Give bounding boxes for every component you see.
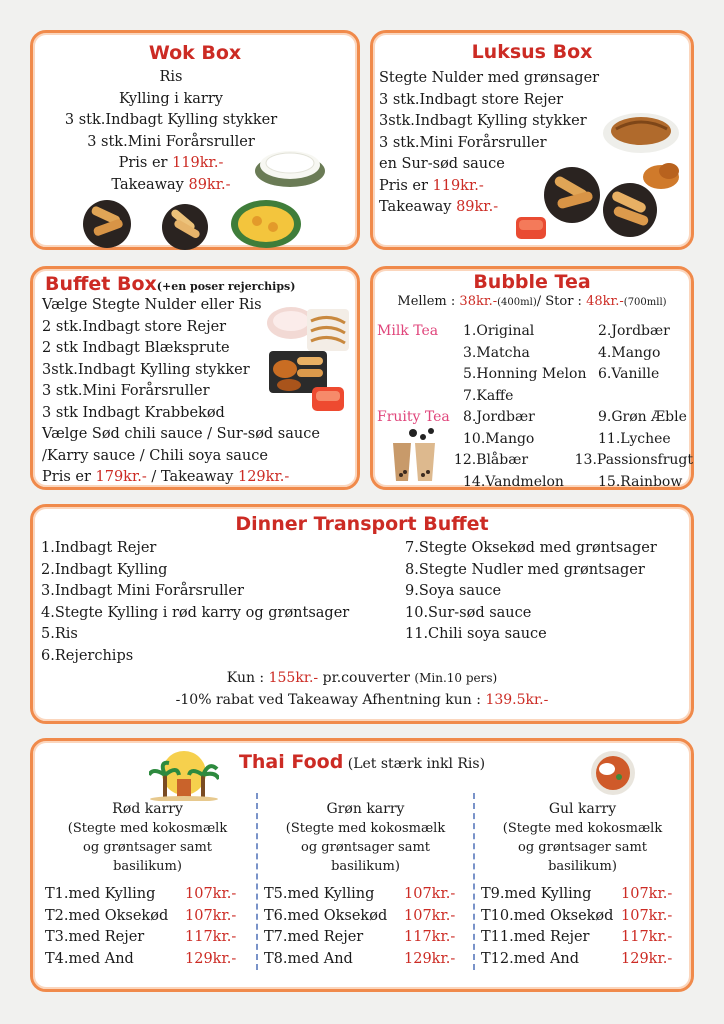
dinner-buffet-card <box>30 504 694 724</box>
rice-bowl-image <box>253 141 327 189</box>
dinner-price-line: Kun : 155kr.- pr.couverter (Min.10 pers) <box>226 670 498 686</box>
luksus-line-4: 3 stk.Mini Forårsruller <box>379 134 547 151</box>
buffet-line-1: Vælge Stegte Nulder eller Ris <box>42 297 262 313</box>
wok-box-card <box>30 30 360 250</box>
buffet-line-2: 2 stk.Indbagt store Rejer <box>42 318 227 335</box>
thai-item-row: T8.med And 129kr.- <box>264 950 456 967</box>
thai-item-row: T7.med Rejer 117kr.- <box>264 929 456 945</box>
luksus-line-2: 3 stk.Indbagt store Rejer <box>379 91 564 108</box>
tea-item: 7.Kaffe <box>463 387 514 404</box>
spring-rolls-image-2 <box>157 203 213 251</box>
luksus-box-title: Luksus Box <box>471 41 593 63</box>
buffet-line-5: 3 stk.Mini Forårsruller <box>42 383 210 399</box>
thai-column-red <box>39 793 256 970</box>
dinner-item: 8.Stegte Nudler med grøntsager <box>405 561 645 578</box>
thai-column-green <box>256 793 473 970</box>
thai-desc-line: basilikum) <box>548 859 617 874</box>
thai-desc-line: (Stegte med kokosmælk <box>502 821 663 836</box>
buffet-line-3: 2 stk Indbagt Blæksprute <box>42 340 230 356</box>
luksus-box-card <box>370 30 694 250</box>
wok-line-4: 3 stk.Mini Forårsruller <box>87 133 255 150</box>
dinner-item: 3.Indbagt Mini Forårsruller <box>41 583 244 599</box>
tea-item: 6.Vanille <box>598 366 660 382</box>
tea-item: 2.Jordbær <box>598 323 670 339</box>
wok-line-2: Kylling i karry <box>119 90 223 107</box>
dinner-item: 6.Rejerchips <box>41 647 134 664</box>
thai-desc-line: basilikum) <box>331 859 400 874</box>
dinner-discount-line: -10% rabat ved Takeaway Afhentning kun : 139.5kr.- <box>175 692 549 708</box>
wok-price-line: Pris er 119kr.- <box>118 155 224 171</box>
tea-item: 15.Rainbow <box>598 473 683 490</box>
tea-item: 11.Lychee <box>598 430 671 447</box>
bubble-tea-cups-image <box>383 425 455 483</box>
thai-item-row: T9.med Kylling 107kr.- <box>481 886 673 902</box>
wok-line-1: Ris <box>159 69 183 85</box>
tea-item: 3.Matcha <box>463 344 530 361</box>
tea-item: 8.Jordbær <box>463 409 535 425</box>
thai-column-yellow <box>473 793 690 970</box>
tea-item: 4.Mango <box>598 344 661 361</box>
thai-food-card <box>30 738 694 992</box>
tea-item: 10.Mango <box>463 430 535 447</box>
dinner-item: 5.Ris <box>41 626 78 642</box>
spring-rolls-image-4 <box>599 181 661 239</box>
dinner-buffet-title: Dinner Transport Buffet <box>235 513 489 535</box>
thai-item-row: T11.med Rejer 117kr.- <box>481 929 673 945</box>
buffet-line-7: Vælge Sød chili sauce / Sur-sød sauce <box>42 426 320 442</box>
thai-desc-line: (Stegte med kokosmælk <box>285 821 446 836</box>
dinner-item: 2.Indbagt Kylling <box>41 561 168 578</box>
luksus-price-line: Pris er 119kr.- <box>379 177 484 194</box>
thai-item-row: T2.med Oksekød 107kr.- <box>45 907 237 924</box>
thai-food-title: Thai Food <box>238 751 344 773</box>
bubble-tea-title: Bubble Tea <box>473 271 591 293</box>
buffet-line-6: 3 stk Indbagt Krabbekød <box>42 404 225 421</box>
buffet-line-4: 3stk.Indbagt Kylling stykker <box>42 361 250 378</box>
tea-item: 13.Passionsfrugt <box>574 452 693 468</box>
dinner-item: 10.Sur-sød sauce <box>405 604 532 621</box>
bubble-tea-card <box>370 266 694 490</box>
bubble-tea-sizes: Mellem : 38kr.-(400ml)/ Stor : 48kr.-(700mll) <box>397 294 667 309</box>
chili-sauce-image <box>309 383 347 415</box>
thai-item-row: T12.med And 129kr.- <box>481 950 673 967</box>
thai-column-name: Rød karry <box>112 801 183 817</box>
tea-item: 12.Blåbær <box>453 452 529 468</box>
fruity-tea-label: Fruity Tea <box>377 409 450 425</box>
dinner-item: 1.Indbagt Rejer <box>41 540 157 556</box>
thai-desc-line: og grøntsager samt <box>518 840 647 855</box>
sauce-dish-image <box>513 213 549 243</box>
curry-bowl-image <box>589 749 637 797</box>
thai-item-row: T1.med Kylling 107kr.- <box>45 886 237 902</box>
curry-dish-image <box>229 197 303 249</box>
thai-desc-line: basilikum) <box>113 859 182 874</box>
tea-item: 1.Original <box>463 323 535 339</box>
dinner-item: 9.Soya sauce <box>405 583 502 599</box>
thai-item-row: T5.med Kylling 107kr.- <box>264 886 456 902</box>
thai-item-row: T3.med Rejer 117kr.- <box>45 929 237 945</box>
wok-takeaway-line: Takeaway 89kr.- <box>111 176 231 193</box>
thai-column-name: Grøn karry <box>326 801 405 817</box>
milk-tea-label: Milk Tea <box>377 323 439 339</box>
thai-desc-line: (Stegte med kokosmælk <box>67 821 228 836</box>
noodles-plate-image <box>601 107 681 157</box>
dinner-item: 7.Stegte Oksekød med grøntsager <box>405 540 657 556</box>
buffet-price-line: Pris er 179kr.- / Takeaway 129kr.- <box>42 469 290 485</box>
luksus-line-5: en Sur-sød sauce <box>379 156 505 172</box>
thai-item-row: T4.med And 129kr.- <box>45 950 237 967</box>
thai-food-subtitle: (Let stærk inkl Ris) <box>343 756 486 772</box>
wok-line-3: 3 stk.Indbagt Kylling stykker <box>64 112 278 128</box>
luksus-line-1: Stegte Nulder med grønsager <box>379 70 600 86</box>
buffet-line-8: /Karry sauce / Chili soya sauce <box>42 447 268 464</box>
dinner-item: 4.Stegte Kylling i rød karry og grøntsager <box>41 604 350 621</box>
spring-rolls-image-1 <box>79 199 135 249</box>
luksus-takeaway-line: Takeaway 89kr.- <box>379 199 499 215</box>
thai-desc-line: og grøntsager samt <box>83 840 212 855</box>
thai-desc-line: og grøntsager samt <box>301 840 430 855</box>
tea-item: 9.Grøn Æble <box>598 409 687 425</box>
wok-box-title: Wok Box <box>148 42 242 64</box>
buffet-box-card <box>30 266 360 490</box>
dinner-item: 11.Chili soya sauce <box>405 626 547 642</box>
thai-item-row: T10.med Oksekød 107kr.- <box>481 907 673 924</box>
tea-item: 14.Vandmelon <box>463 473 564 490</box>
luksus-line-3: 3stk.Indbagt Kylling stykker <box>379 113 587 129</box>
buffet-box-title: Buffet Box(+en poser rejerchips) <box>45 273 296 295</box>
thai-item-row: T6.med Oksekød 107kr.- <box>264 907 456 924</box>
tea-item: 5.Honning Melon <box>463 366 587 382</box>
thai-column-name: Gul karry <box>548 801 617 817</box>
